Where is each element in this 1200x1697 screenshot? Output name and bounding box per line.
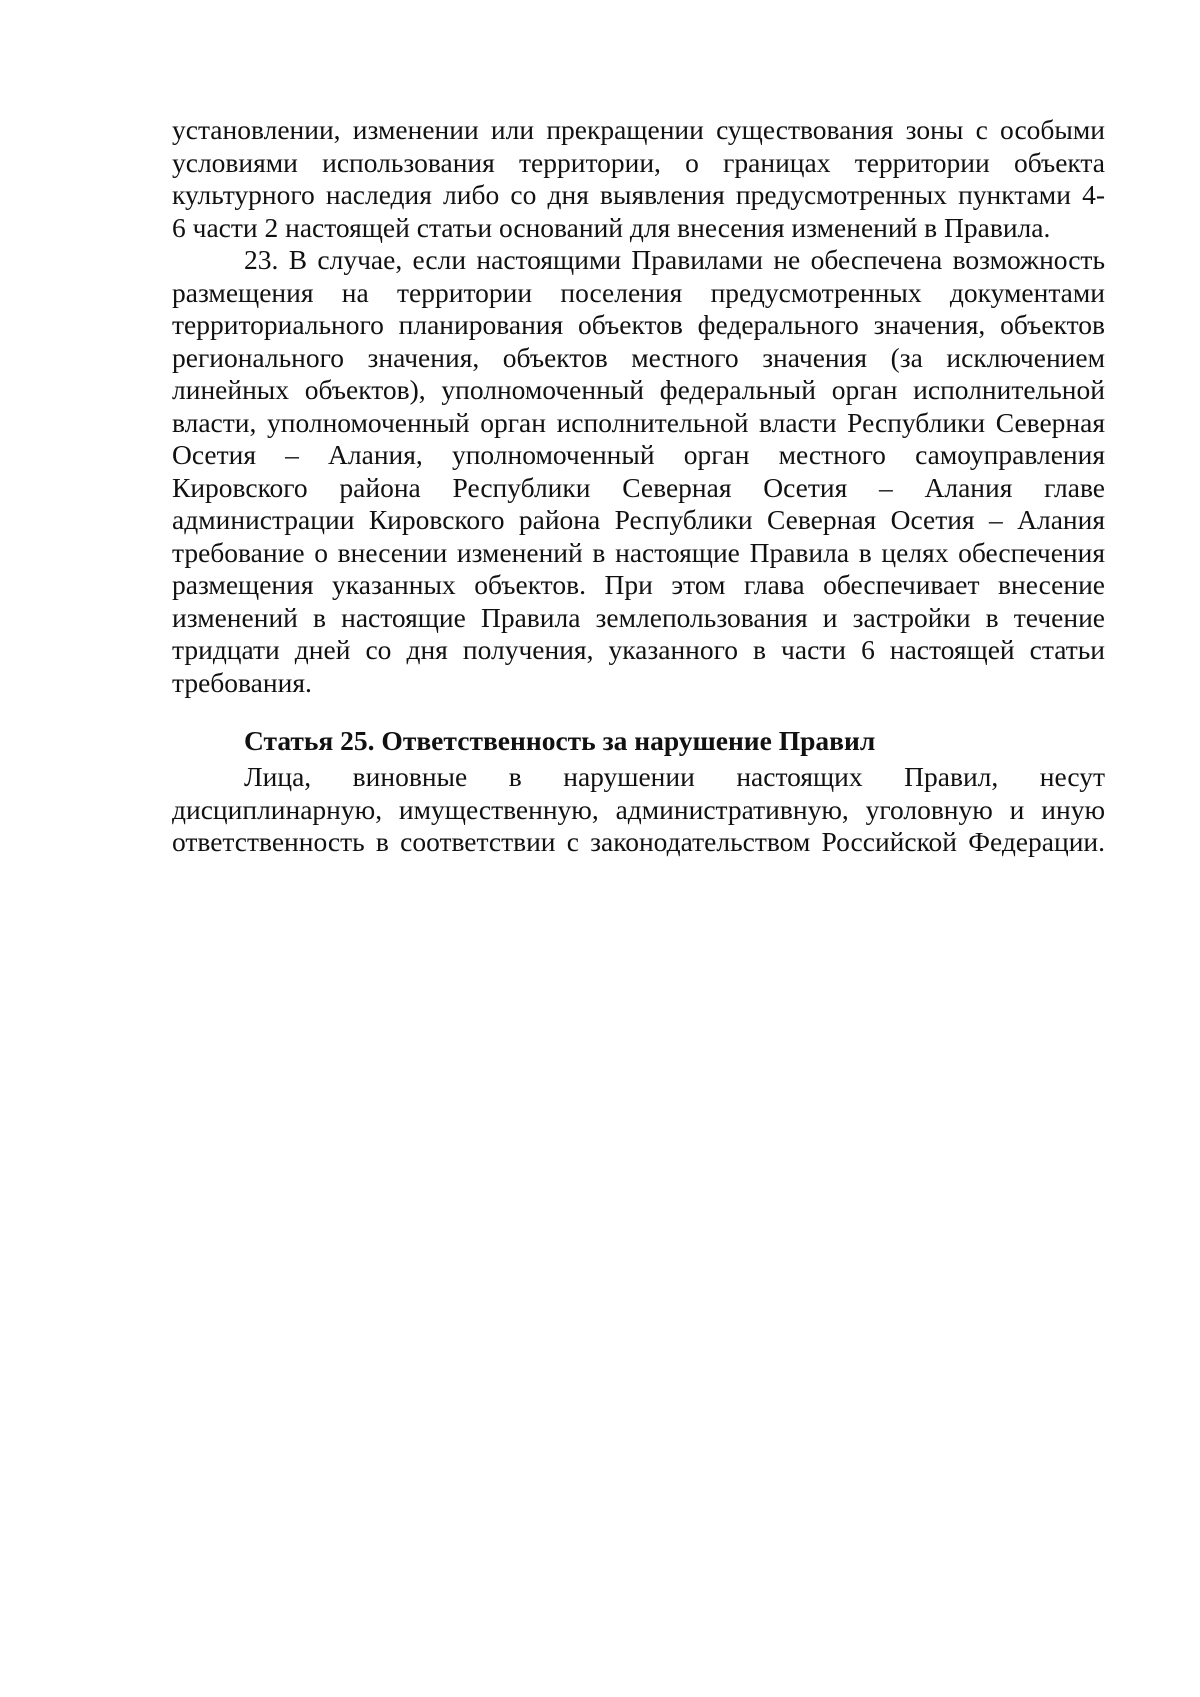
text-line: Осетия – Алания, уполномоченный орган местного самоуправления xyxy=(172,439,1105,470)
text-line: размещения указанных объектов. При этом глава обеспечивает внесение xyxy=(172,569,1105,600)
article-title: Статья 25. Ответственность за нарушение Правил xyxy=(244,725,876,756)
text-line: требование о внесении изменений в настоящие Правила в целях обеспечения xyxy=(172,536,1105,568)
text-line: установлении, изменении или прекращении существования зоны с особыми xyxy=(172,114,1105,145)
text-line: линейных объектов), уполномоченный федеральный орган исполнительной xyxy=(172,374,1105,405)
text-line: условиями использования территории, о границах территории объекта xyxy=(172,146,1105,178)
text-line: ответственность в соответствии с законодательством Российской Федерации. xyxy=(172,826,1105,857)
document-body xyxy=(172,114,1105,859)
text-line: территориального планирования объектов федерального значения, объектов xyxy=(172,309,1105,340)
text-line: власти, уполномоченный орган исполнительной власти Республики Северная xyxy=(172,406,1105,438)
text-line: 6 части 2 настоящей статьи оснований для внесения изменений в Правила. xyxy=(172,211,1051,243)
paragraph-continuation xyxy=(172,114,1105,244)
text-line: Лица, виновные в нарушении настоящих Правил, несут xyxy=(244,761,1105,792)
text-line: администрации Кировского района Республики Северная Осетия – Алания xyxy=(172,504,1105,535)
text-line: культурного наследия либо со дня выявления предусмотренных пунктами 4- xyxy=(172,179,1105,210)
text-line: 23. В случае, если настоящими Правилами не обеспечена возможность xyxy=(244,244,1105,275)
text-line: размещения на территории поселения предусмотренных документами xyxy=(172,276,1105,308)
text-line: регионального значения, объектов местного значения (за исключением xyxy=(172,341,1105,373)
text-line: требования. xyxy=(172,666,312,698)
text-line: Кировского района Республики Северная Осетия – Алания главе xyxy=(172,471,1105,503)
paragraph-23 xyxy=(172,244,1105,699)
text-line: дисциплинарную, имущественную, административную, уголовную и иную xyxy=(172,793,1105,825)
article-25-paragraph xyxy=(172,761,1105,859)
text-line: изменений в настоящие Правила землепользования и застройки в течение xyxy=(172,601,1105,633)
text-line: тридцати дней со дня получения, указанного в части 6 настоящей статьи xyxy=(172,634,1105,665)
